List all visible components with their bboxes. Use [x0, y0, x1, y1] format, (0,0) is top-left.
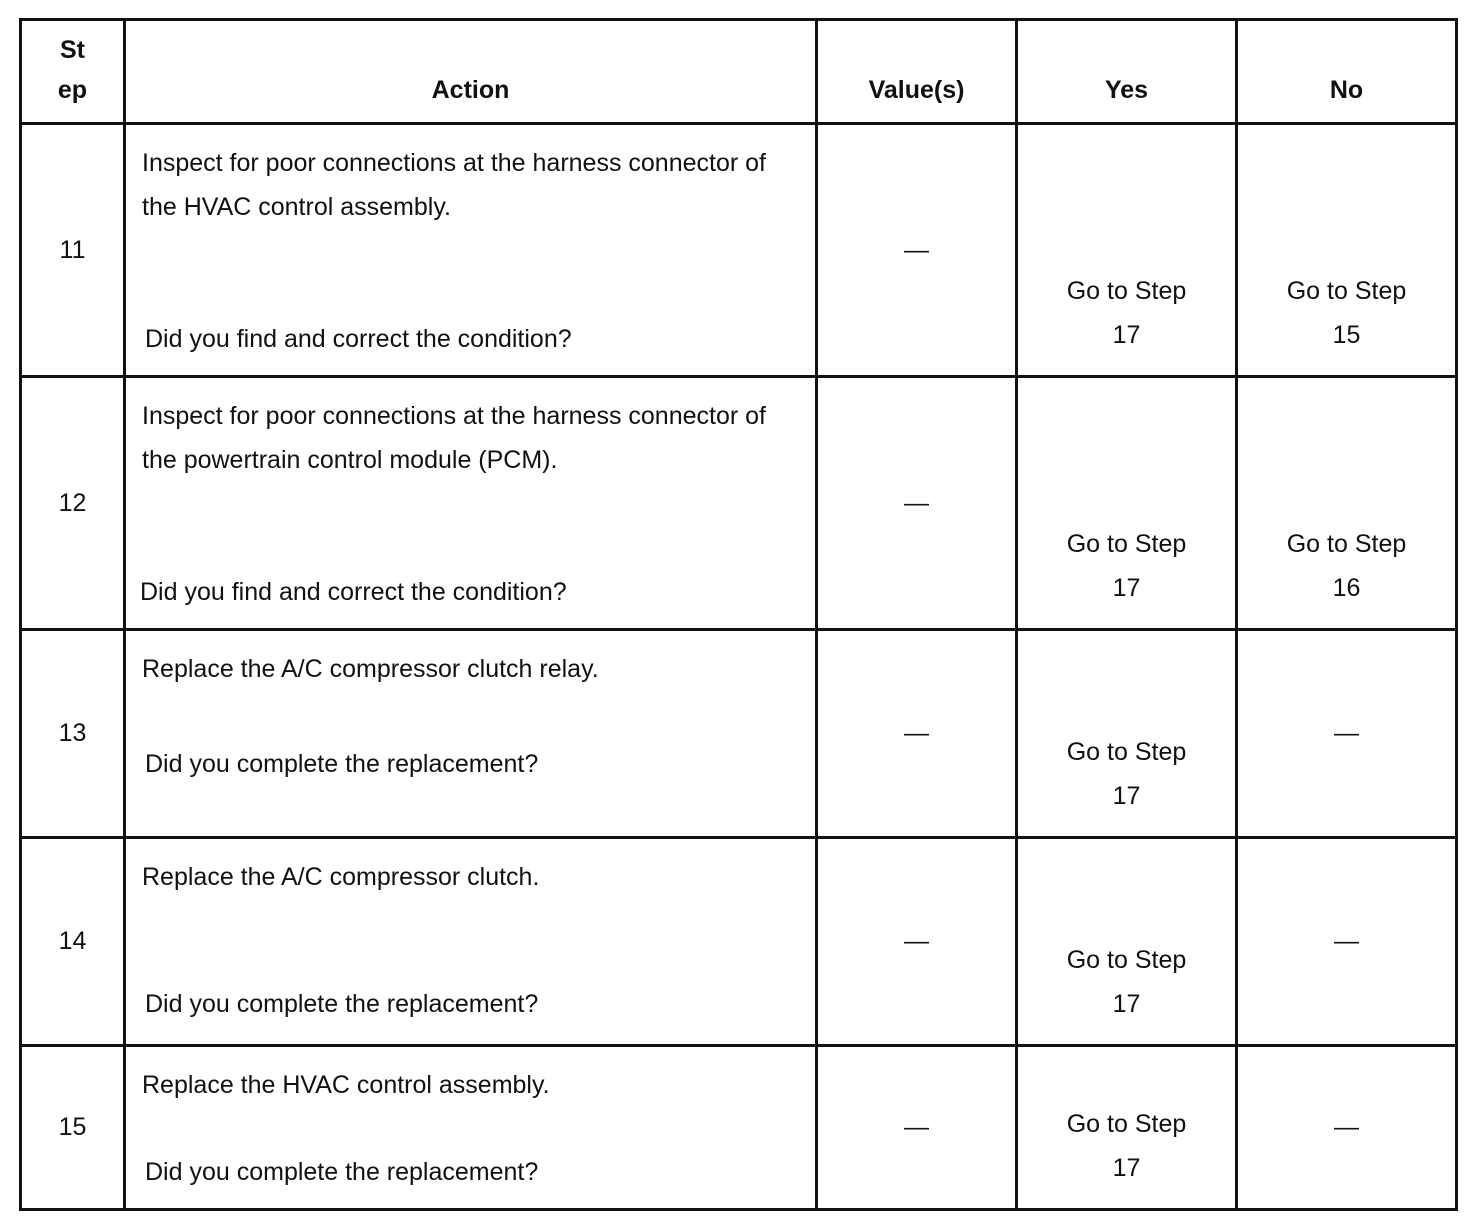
no-goto-label: Go to Step — [1286, 277, 1407, 305]
header-no: No — [1237, 20, 1457, 124]
step-number: 14 — [21, 838, 125, 1046]
yes-step-number: 17 — [1112, 574, 1141, 602]
header-step-line1: St — [60, 36, 85, 64]
no-cell — [1237, 124, 1457, 377]
diagnostic-table — [19, 18, 1458, 1211]
header-action: Action — [125, 20, 817, 124]
header-step — [21, 20, 125, 124]
step-number: 12 — [21, 377, 125, 630]
action-instruction: Replace the A/C compressor clutch. — [142, 863, 540, 891]
no-goto-label: Go to Step — [1286, 530, 1407, 558]
no-cell — [1237, 377, 1457, 630]
header-values: Value(s) — [817, 20, 1017, 124]
value-cell: — — [817, 1046, 1017, 1210]
action-question: Did you find and correct the condition? — [140, 578, 567, 606]
yes-cell — [1017, 630, 1237, 838]
yes-goto-label: Go to Step — [1066, 946, 1187, 974]
yes-goto-label: Go to Step — [1066, 530, 1187, 558]
step-number: 13 — [21, 630, 125, 838]
table-row — [21, 124, 1457, 377]
yes-step-number: 17 — [1112, 321, 1141, 349]
value-cell: — — [817, 377, 1017, 630]
action-instruction: Replace the A/C compressor clutch relay. — [142, 655, 599, 683]
header-row — [21, 20, 1457, 124]
action-question: Did you complete the replacement? — [145, 1158, 539, 1186]
action-instruction: Inspect for poor connections at the harness connector of the powertrain control module (PCM). — [142, 402, 766, 474]
yes-step-number: 17 — [1112, 990, 1141, 1018]
table-row — [21, 630, 1457, 838]
action-cell — [125, 838, 817, 1046]
no-cell: — — [1237, 630, 1457, 838]
yes-step-number: 17 — [1112, 1154, 1141, 1182]
table-row — [21, 838, 1457, 1046]
action-instruction: Inspect for poor connections at the harness connector of the HVAC control assembly. — [142, 149, 766, 221]
table-row — [21, 377, 1457, 630]
yes-goto-label: Go to Step — [1066, 738, 1187, 766]
value-cell: — — [817, 630, 1017, 838]
no-cell: — — [1237, 1046, 1457, 1210]
action-question: Did you complete the replacement? — [145, 990, 539, 1018]
action-cell — [125, 1046, 817, 1210]
yes-cell — [1017, 1046, 1237, 1210]
table-row — [21, 1046, 1457, 1210]
action-cell — [125, 630, 817, 838]
yes-goto-label: Go to Step — [1066, 1110, 1187, 1138]
value-cell: — — [817, 124, 1017, 377]
action-cell — [125, 124, 817, 377]
value-cell: — — [817, 838, 1017, 1046]
header-yes: Yes — [1017, 20, 1237, 124]
action-cell — [125, 377, 817, 630]
yes-step-number: 17 — [1112, 782, 1141, 810]
header-step-line2: ep — [57, 76, 88, 104]
yes-cell — [1017, 377, 1237, 630]
yes-cell — [1017, 124, 1237, 377]
no-step-number: 16 — [1332, 574, 1361, 602]
action-question: Did you complete the replacement? — [145, 750, 539, 778]
yes-goto-label: Go to Step — [1066, 277, 1187, 305]
step-number: 11 — [21, 124, 125, 377]
no-cell: — — [1237, 838, 1457, 1046]
no-step-number: 15 — [1332, 321, 1361, 349]
action-question: Did you find and correct the condition? — [145, 325, 572, 353]
action-instruction: Replace the HVAC control assembly. — [142, 1071, 550, 1099]
yes-cell — [1017, 838, 1237, 1046]
step-number: 15 — [21, 1046, 125, 1210]
